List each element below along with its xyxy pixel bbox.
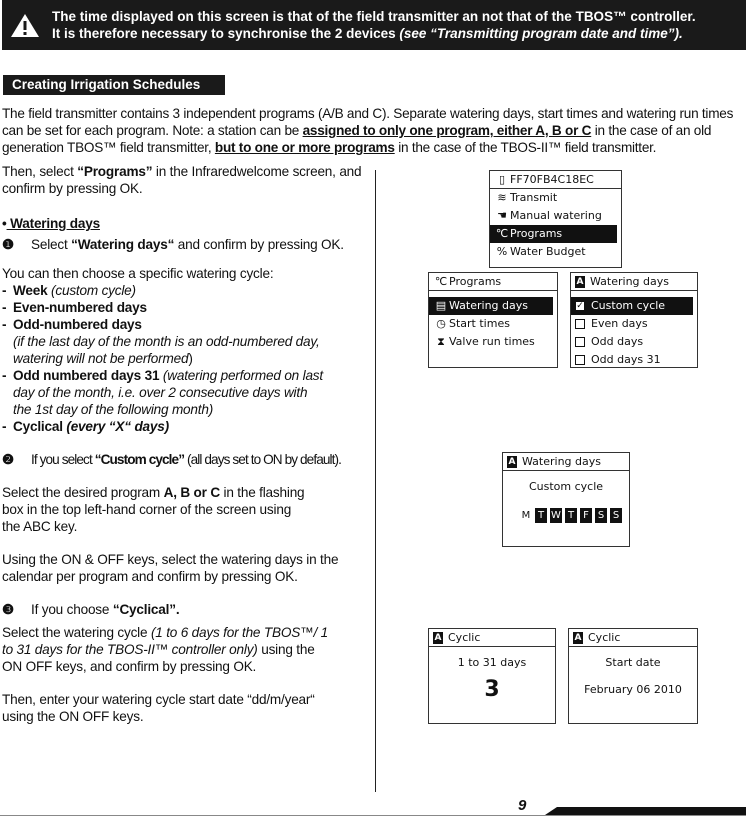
warning-banner (2, 0, 746, 50)
warning-line-2: It is therefore necessary to synchronise the 2 devices (see “Transmitting program date and time”). (52, 26, 683, 41)
checkbox-icon (575, 337, 585, 347)
screen-watering-days-title: A Watering days (571, 273, 697, 291)
start-date-line-2: using the ON OFF keys. (2, 709, 144, 724)
hourglass-icon: ⧗ (437, 335, 445, 348)
menu-item-water-budget[interactable]: % Water Budget (490, 243, 621, 261)
start-date-line-1: Then, enter your watering cycle start date “dd/m/year“ (2, 692, 315, 707)
menu-item-start-times[interactable]: ◷ Start times (429, 315, 557, 333)
select-program-line-3: the ABC key. (2, 519, 78, 534)
section-title: Creating Irrigation Schedules (3, 75, 225, 95)
screen-watering-days-options (570, 272, 698, 368)
column-divider (375, 170, 376, 792)
day-monday[interactable]: M (521, 510, 531, 521)
menu-item-watering-days[interactable]: ▤ Watering days (429, 297, 553, 315)
warning-icon (2, 12, 48, 38)
screen-programs (428, 272, 558, 368)
day-tuesday[interactable]: T (535, 508, 547, 523)
option-odd: - Odd-numbered days (2, 317, 142, 332)
option-odd-note-1: (if the last day of the month is an odd-numbered day, (13, 334, 320, 349)
step-2: ❷ If you select “Custom cycle” (all days set to ON by default). (2, 452, 342, 467)
intro-emphasis-1: assigned to only one program, either A, B or C (302, 123, 592, 138)
cycle-line-3: ON OFF keys, and confirm by pressing OK. (2, 659, 257, 674)
intro-paragraph: The field transmitter contains 3 independent programs (A/B and C). Separate watering days, start times and watering run times can be set for each program. Note: a station can be assigned to only one program, either A, B or C in the case of an old generation TBOS™ field transmitter, but to one or more programs in the case of the TBOS-II™ field transmitter. (2, 106, 734, 155)
clock-icon: ◷ (436, 317, 446, 330)
program-badge: A (434, 632, 442, 643)
percent-icon: % (496, 245, 508, 258)
option-custom-cycle[interactable]: ✓ Custom cycle (571, 297, 693, 315)
select-program-line-1: Select the desired program A, B or C in the flashing (2, 485, 305, 500)
warning-text (48, 8, 696, 42)
custom-cycle-label: Custom cycle (528, 480, 604, 493)
intro-emphasis-2: but to one or more programs (214, 140, 395, 155)
start-date-label: Start date (605, 656, 661, 669)
hand-icon: ☚ (497, 209, 507, 222)
cycle-line-2: to 31 days for the TBOS-II™ controller only) using the (2, 642, 315, 657)
screen-cyclic-start-date (568, 628, 698, 724)
program-badge: A (576, 276, 584, 287)
step-1: ❶ Select “Watering days“ and confirm by pressing OK. (2, 237, 344, 252)
start-date-value[interactable]: February 06 2010 (584, 683, 682, 696)
option-odd31-note-2: the 1st day of the following month) (13, 402, 214, 417)
checkbox-icon (575, 319, 585, 329)
footer-bar (545, 807, 746, 815)
select-programs-text: Then, select “Programs” in the Infraredwelcome screen, and confirm by pressing OK. (2, 164, 362, 196)
day-sunday[interactable]: S (610, 508, 622, 523)
screen-main-menu-title: ▯ FF70FB4C18EC (490, 171, 621, 189)
option-odd-days[interactable]: Odd days (571, 333, 697, 351)
screen-programs-title: ℃ Programs (429, 273, 557, 291)
page-number: 9 (518, 797, 527, 814)
menu-item-valve-run-times[interactable]: ⧗ Valve run times (429, 333, 557, 351)
option-even-days[interactable]: Even days (571, 315, 697, 333)
screen-cyclic-days (428, 628, 556, 724)
step-3: ❸ If you choose “Cyclical”. (2, 602, 180, 617)
cyclic-range-label: 1 to 31 days (457, 656, 527, 669)
transmit-icon: ≋ (497, 191, 507, 204)
day-wednesday[interactable]: W (551, 510, 561, 521)
left-column (2, 163, 370, 725)
bottom-rule (0, 815, 746, 816)
option-even: - Even-numbered days (2, 300, 147, 315)
cycle-line-1: Select the watering cycle (1 to 6 days for the TBOS™/ 1 (2, 625, 328, 640)
screen-custom-cycle (502, 452, 630, 547)
transmitter-icon: ▯ (498, 172, 506, 186)
menu-item-manual-watering[interactable]: ☚ Manual watering (490, 207, 621, 225)
calendar-icon: ▤ (435, 299, 447, 312)
cyclic-value[interactable]: 3 (484, 677, 500, 702)
program-badge: A (574, 632, 582, 643)
option-odd31: - Odd numbered days 31 (watering performed on last (2, 368, 323, 383)
warning-line-1: The time displayed on this screen is that of the field transmitter an not that of the TBOS™ controller. (52, 9, 696, 24)
option-cyclical: - Cyclical (every “X“ days) (2, 419, 169, 434)
select-program-line-2: box in the top left-hand corner of the screen using (2, 502, 292, 517)
choose-cycle-text: You can then choose a specific watering cycle: (2, 266, 274, 281)
day-friday[interactable]: F (580, 508, 592, 523)
menu-item-programs[interactable]: ℃ Programs (490, 225, 617, 243)
using-keys-line-2: calendar per program and confirm by pressing OK. (2, 569, 298, 584)
day-thursday[interactable]: T (565, 508, 577, 523)
watering-days-heading: • Watering days (2, 216, 100, 231)
option-odd-days-31[interactable]: Odd days 31 (571, 351, 697, 369)
screen-custom-cycle-title: A Watering days (503, 453, 629, 471)
menu-item-transmit[interactable]: ≋ Transmit (490, 189, 621, 207)
day-selector (503, 508, 629, 523)
day-saturday[interactable]: S (595, 508, 607, 523)
screen-cyclic-start-title: A Cyclic (569, 629, 697, 647)
using-keys-line-1: Using the ON & OFF keys, select the watering days in the (2, 552, 339, 567)
screen-main-menu (489, 170, 622, 268)
option-week: - Week (custom cycle) (2, 283, 136, 298)
programs-icon: ℃ (495, 227, 509, 240)
program-badge: A (508, 456, 516, 467)
screen-cyclic-title: A Cyclic (429, 629, 555, 647)
programs-icon: ℃ (434, 274, 448, 288)
option-odd31-note-1: day of the month, i.e. over 2 consecutive days with (13, 385, 308, 400)
checked-box-icon: ✓ (576, 301, 584, 311)
option-odd-note-2: watering will not be performed) (13, 351, 193, 366)
checkbox-icon (575, 355, 585, 365)
